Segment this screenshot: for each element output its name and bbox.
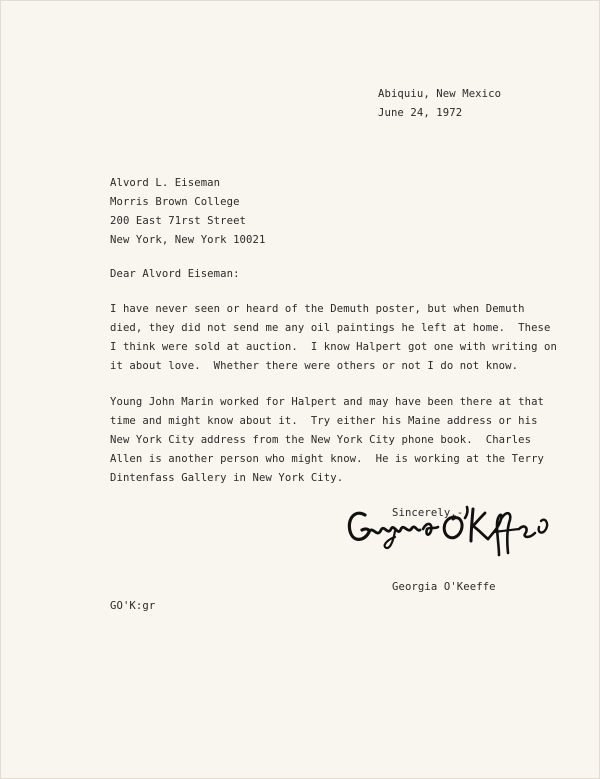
paragraph-1-line: I think were sold at auction. I know Halpert got one with writing on [110,341,557,353]
handwritten-signature [343,499,573,561]
paragraph-2-line: Young John Marin worked for Halpert and may have been there at that [110,396,545,408]
paragraph-2-line: Dintenfass Gallery in New York City. [110,472,344,484]
paragraph-1-line: died, they did not send me any oil paintings he left at home. These [110,322,551,334]
paragraph-2-line: Allen is another person who might know. He is working at the Terry [110,453,545,465]
paragraph-2-line: time and might know about it. Try either his Maine address or his [110,415,538,427]
reference-initials: GO'K:gr [110,600,156,612]
recipient-street: 200 East 71rst Street [110,215,247,227]
recipient-city: New York, New York 10021 [110,234,266,246]
letter-place: Abiquiu, New Mexico [378,88,502,100]
paragraph-2-line: New York City address from the New York City phone book. Charles [110,434,532,446]
letter-date: June 24, 1972 [378,107,463,119]
recipient-institution: Morris Brown College [110,196,240,208]
paragraph-1-line: I have never seen or heard of the Demuth poster, but when Demuth [110,303,525,315]
salutation: Dear Alvord Eiseman: [110,268,240,280]
closing: Sincerely,- [392,507,464,519]
typed-name: Georgia O'Keeffe [392,581,496,593]
recipient-name: Alvord L. Eiseman [110,177,221,189]
paragraph-1-line: it about love. Whether there were others or not I do not know. [110,360,519,372]
